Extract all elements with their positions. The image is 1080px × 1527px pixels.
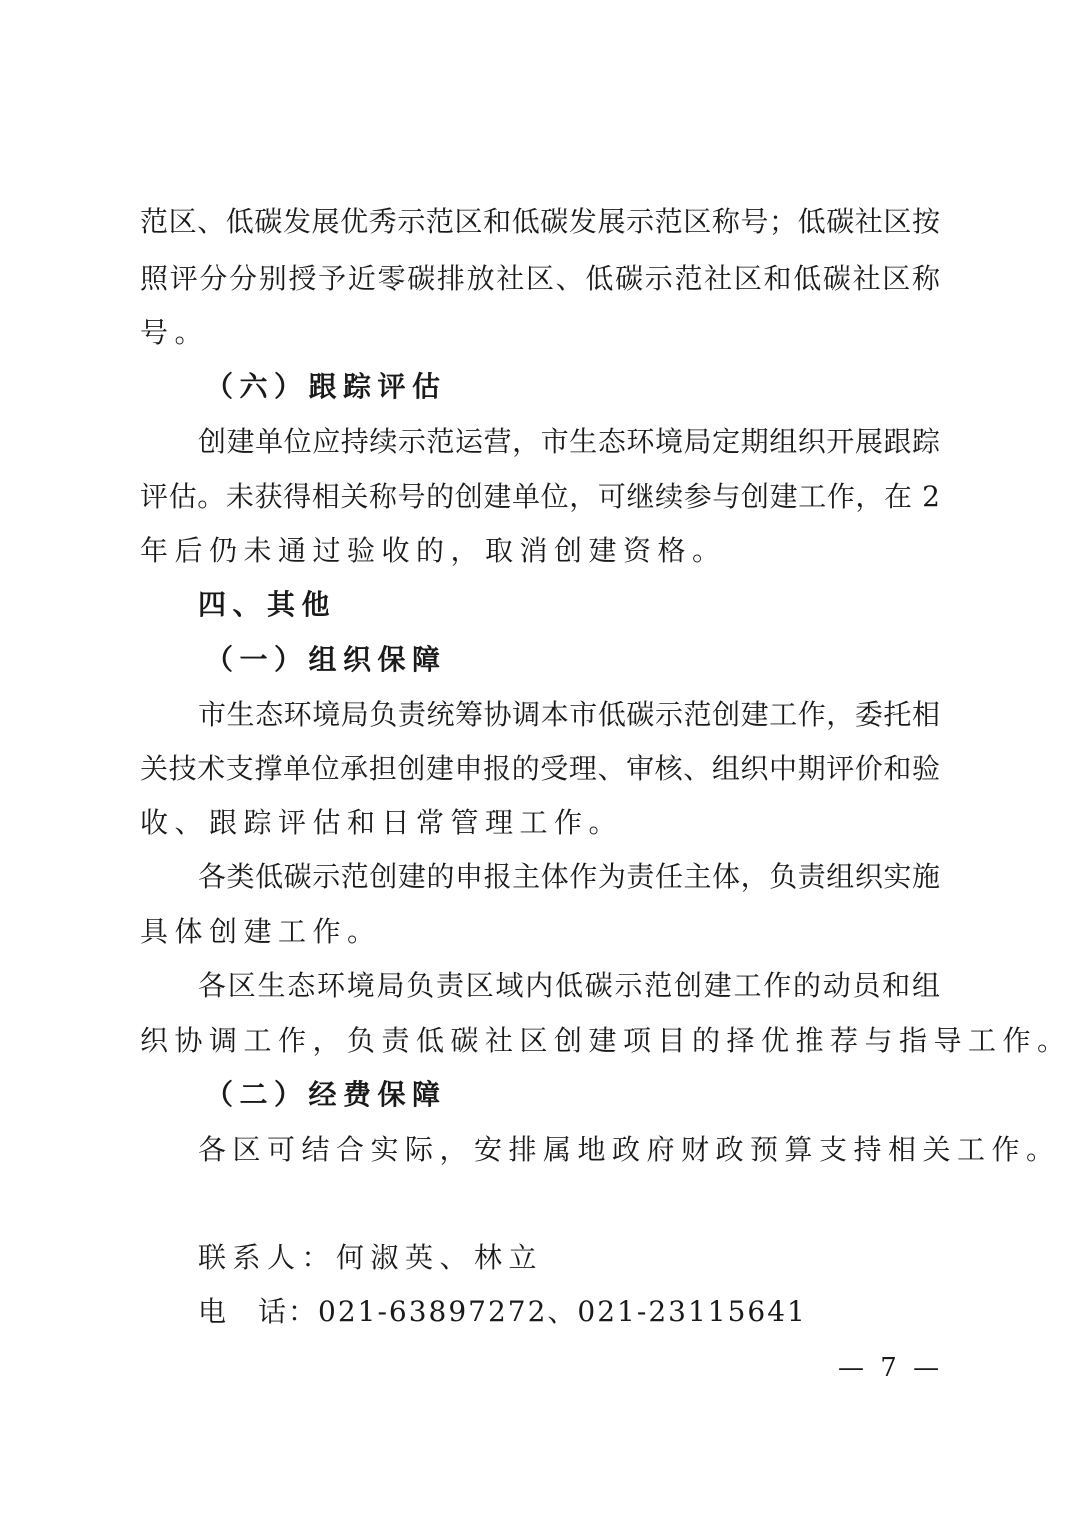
body-text-line: 具体创建工作。: [140, 915, 382, 948]
page-number: — 7 —: [838, 1353, 944, 1383]
body-text-line: 织协调工作，负责低碳社区创建项目的择优推荐与指导工作。: [140, 1024, 1072, 1057]
body-text-line: 市生态环境局负责统筹协调本市低碳示范创建工作，委托相: [198, 698, 940, 731]
body-text-line: 年后仍未通过验收的，取消创建资格。: [140, 534, 727, 567]
section-heading-funding: （二）经费保障: [205, 1078, 447, 1111]
section-heading-tracking: （六）跟踪评估: [205, 370, 447, 403]
contact-phone: 电 话：021-63897272、021-23115641: [198, 1295, 807, 1328]
body-text-line: 创建单位应持续示范运营，市生态环境局定期组织开展跟踪: [198, 425, 940, 458]
body-text-line: 收、跟踪评估和日常管理工作。: [140, 806, 624, 839]
body-text-line: 各区可结合实际，安排属地政府财政预算支持相关工作。: [198, 1133, 1061, 1166]
body-text-line: 各类低碳示范创建的申报主体作为责任主体，负责组织实施: [198, 860, 940, 893]
body-text-line: 范区、低碳发展优秀示范区和低碳发展示范区称号；低碳社区按: [140, 205, 940, 238]
body-text-line: 各区生态环境局负责区域内低碳示范创建工作的动员和组: [198, 969, 940, 1002]
contact-person: 联系人：何淑英、林立: [198, 1241, 544, 1274]
body-text-line: 关技术支撑单位承担创建申报的受理、审核、组织中期评价和验: [140, 752, 940, 785]
body-text-line: 号。: [140, 316, 210, 349]
section-heading-other: 四、其他: [198, 588, 337, 621]
body-text-line: 评估。未获得相关称号的创建单位，可继续参与创建工作，在 2: [140, 480, 940, 513]
section-heading-org: （一）组织保障: [205, 643, 447, 676]
body-text-line: 照评分分别授予近零碳排放社区、低碳示范社区和低碳社区称: [140, 262, 940, 295]
